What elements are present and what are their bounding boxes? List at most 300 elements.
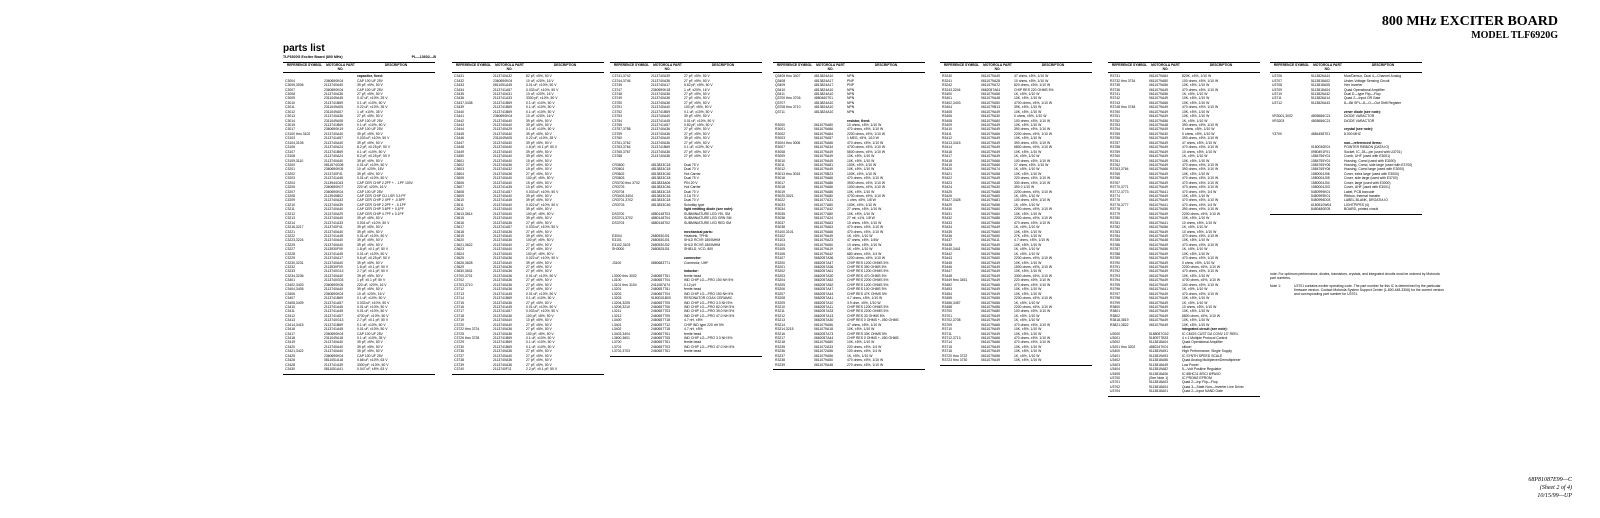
reference-symbol: C3604 — [454, 171, 464, 176]
part-description: 39 pF, ±5%, 50 V — [357, 273, 383, 278]
reference-symbol: U3704 — [1110, 389, 1120, 394]
part-description: 2200 ohms, ±5%, 1/10 W — [1014, 304, 1053, 309]
part-number: 2113740A36 — [493, 349, 512, 354]
reference-symbol: C3209 — [285, 198, 295, 203]
reference-symbol: R3218 — [775, 340, 785, 345]
group-heading: capacitor, fixed: — [357, 74, 383, 79]
part-number: 0611079A74 — [981, 167, 1000, 172]
reference-symbol: Q3410 — [775, 87, 786, 92]
part-number: 0662057A41 — [814, 296, 834, 301]
reference-symbol: C3757,3758 — [612, 127, 631, 132]
part-number: 2113741B69 — [324, 149, 343, 154]
reference-symbol: R3402,3403 — [942, 100, 961, 105]
part-number: 0611079A60 — [981, 207, 1000, 212]
part-number: 2113741A45 — [324, 327, 343, 332]
part-number: 0611079A81 — [981, 198, 1000, 203]
reference-symbol: C3737 — [454, 353, 464, 358]
part-number: 0611079A49 — [1149, 158, 1168, 163]
reference-symbol: R3443 — [942, 256, 952, 261]
part-description: NPN — [847, 96, 855, 101]
part-description: 470 ohms, ±5%, 1/10 W — [1014, 282, 1051, 287]
part-description: 1K, ±5%, 1/10 W — [1014, 251, 1040, 256]
part-description: 0.1 uF, ±10%, 50 V — [684, 145, 713, 150]
reference-symbol-header: REFERENCE SYMBOL — [455, 62, 492, 67]
column-header — [1270, 62, 1422, 73]
part-description: 470 ohms, ±5%, 1/10 W — [1182, 256, 1219, 261]
part-description: Dual 70 V — [684, 167, 699, 172]
part-number: 2113741A45 — [493, 304, 512, 309]
reference-symbol: R3796 — [1110, 287, 1120, 292]
part-description: 0 ohms, ±5%, 1/10 W — [1182, 127, 1215, 132]
part-number: 2113740A40 — [493, 202, 512, 207]
part-description: 8.2 pF, ±0.25 pF, 50 V — [357, 154, 390, 159]
part-description: 10K, ±5%, 1/10 W — [847, 340, 875, 345]
part-number: 1584765Y06 — [1311, 162, 1331, 167]
reference-symbol: C3404,3405 — [285, 287, 304, 292]
reference-symbol: R3408 — [942, 118, 952, 123]
reference-symbol: R3036 — [775, 216, 785, 221]
part-number: 0611079A49 — [981, 225, 1000, 230]
part-number: 2113740A36 — [493, 362, 512, 367]
part-number: 0611079A49 — [1149, 251, 1168, 256]
part-description: 100 pF, ±5%, 50 V — [526, 313, 554, 318]
reference-symbol: R3454 — [942, 291, 952, 296]
part-description: 6800 ohms, ±5%, 1/10 W — [1014, 145, 1053, 150]
part-description: 10K, ±5%, 1/10 W — [1014, 171, 1042, 176]
part-description: 3300 pF, ±10%, 50 V — [526, 96, 558, 101]
part-description: 10K, ±5%, 1/10 W — [847, 211, 875, 216]
part-number: 0880683T71 — [651, 260, 671, 265]
reference-symbol: R3102 — [775, 233, 785, 238]
reference-symbol: R3779 — [1110, 211, 1120, 216]
part-number: 4805656C21 — [1311, 118, 1331, 123]
part-description: 1 pF, ±0.1 pF, 50 V — [357, 278, 386, 283]
part-number: 2460657T61 — [651, 349, 671, 354]
part-description: 10 ohms, ±5%, 1/10 W — [1182, 149, 1217, 154]
reference-symbol: L3702,3703 — [612, 349, 630, 354]
reference-symbol: R3455 — [942, 296, 952, 301]
part-description: 1K, ±5%, 1/10 W — [1014, 300, 1040, 305]
reference-symbol: R3405 — [942, 109, 952, 114]
reference-symbol: C3432 — [454, 78, 464, 83]
part-description: 100 ohms, ±5%, 1/4 W — [847, 349, 882, 354]
part-description: NPN — [847, 87, 855, 92]
part-description: 390 ohms, ±5%, 1/10 W — [1014, 140, 1051, 145]
part-number: 0611079A49 — [1149, 194, 1168, 198]
part-description: 0.1 uF, ±10%, 50 V — [526, 105, 555, 110]
part-number: 2113740A36 — [493, 269, 512, 274]
reference-symbol: R3105 — [775, 247, 785, 252]
part-number: 2113741B69 — [324, 100, 343, 105]
parts-list-subtitle — [283, 55, 436, 59]
reference-symbol: R3008 — [775, 149, 785, 154]
note-1 — [1270, 284, 1446, 297]
part-description: 27 pF, ±5%, 50 V — [526, 300, 552, 305]
reference-symbol: VR3203 — [1272, 118, 1285, 123]
reference-symbol: R3755 — [1110, 131, 1120, 136]
notes-section — [1270, 272, 1446, 299]
part-description: 470 ohms, ±5%, 1/10 W — [847, 229, 884, 234]
description-header: DESCRIPTION — [874, 62, 898, 67]
part-description: Cover, UHF (used with E3001) — [1344, 185, 1390, 190]
part-description: Label, PCB barcode — [1344, 189, 1375, 194]
part-number: 0611079A56 — [981, 247, 1000, 252]
part-number: 2113741A33 — [493, 96, 512, 101]
part-number: 4884498T01 — [1311, 131, 1331, 136]
reference-symbol: C3007 — [285, 87, 295, 92]
part-number: 2113740A40 — [324, 216, 343, 221]
part-number: 0611079A49 — [981, 287, 1000, 292]
part-number: 4813824A17 — [814, 78, 834, 83]
reference-symbol: C3205 — [285, 185, 295, 190]
part-description: 27 pF, ±5%, 50 V — [526, 162, 552, 167]
reference-symbol: C3615 — [454, 216, 464, 221]
reference-symbol: R3201 — [775, 265, 785, 269]
document-number: 68P81087E99—C — [1528, 477, 1572, 483]
part-number: 0611079A56 — [981, 353, 1000, 358]
reference-symbol: R3751 — [1110, 114, 1120, 119]
part-number: 0611077A24 — [814, 216, 833, 221]
part-number: 0611079A86 — [981, 216, 1000, 221]
part-description: 39 pF, ±5%, 50 V — [357, 158, 383, 163]
part-description: 2200 ohms, ±5%, 1/10 W — [1014, 131, 1053, 136]
part-description: 0.001 uF, ±10%, 50 V — [357, 220, 390, 225]
reference-symbol: R3435 — [942, 229, 952, 234]
part-description: 1000 ohms, ±5%, 1/10 W — [847, 185, 886, 190]
part-number: 1580004J04 — [1311, 180, 1330, 185]
part-number: 0611079A49 — [814, 149, 833, 154]
part-description: 1K, ±5%, 1/10 W — [1182, 300, 1208, 305]
part-number: 4813824A10 — [814, 87, 834, 92]
part-description: 27 pF, ±5%, 50 V — [684, 154, 710, 159]
part-number: 5480999K01 — [1311, 194, 1331, 198]
reference-symbol: C3750 — [612, 100, 622, 105]
reference-symbol: C3444 — [454, 127, 464, 132]
part-description: CAP CER CHIP 2.2PF + - .1PF 100V — [357, 180, 413, 185]
part-description: High Performance, Single Supply — [1182, 349, 1232, 354]
reference-symbol: R3716 — [942, 349, 952, 354]
part-description: SUBMINIATURE LED YEL SM — [684, 211, 731, 216]
part-number: 2113740A40 — [324, 238, 343, 243]
part-number: 2113930F09 — [324, 247, 343, 252]
model-number: MODEL TLF6920G — [1471, 30, 1558, 41]
part-number: 0611079A49 — [1149, 322, 1168, 327]
reference-symbol: R3425 — [942, 189, 952, 194]
part-number: 5188057G02 — [1149, 331, 1169, 336]
part-number: 2411087A74 — [651, 282, 670, 287]
part-number: 2113740A36 — [493, 313, 512, 318]
reference-symbol: R3432 — [942, 216, 952, 221]
reference-symbol: C3410 — [285, 304, 295, 309]
reference-symbol: R3723 thru 3730 — [942, 358, 968, 363]
part-number: 2113740A40 — [493, 118, 512, 123]
part-description: 0.1 uF, ±10%, 50 V — [357, 322, 386, 327]
reference-symbol: C3738 — [454, 358, 464, 363]
part-number: 2113740A40 — [324, 83, 343, 88]
reference-symbol: R3200 — [775, 260, 785, 265]
part-description: 1K, ±5%, 1/10 W — [1014, 318, 1040, 323]
part-number: 0611079A56 — [981, 300, 1000, 305]
part-number: 0180030E01 — [1311, 145, 1331, 150]
performance-note-text: note: For optimum performance, diodes, transistors, crystals, and integrated circuits must be ordered by Motorola part numbers. — [1270, 272, 1440, 281]
part-number: 4813833C18 — [651, 167, 671, 172]
part-number: 4813833C46 — [651, 171, 671, 176]
table-row — [773, 363, 925, 367]
reference-symbol: R3795 — [1110, 282, 1120, 287]
part-number: 4813833C18 — [651, 198, 671, 203]
reference-symbol: C3008 — [285, 91, 295, 96]
part-description: 27 pF, ±5%, 50 V — [684, 127, 710, 132]
part-description: Cover, extra large (used with E3000) — [1344, 171, 1400, 176]
part-description: 10K, ±5%, 1/10 W — [1014, 136, 1042, 141]
part-description: 270 ohms, ±5%, 1/10 W — [847, 362, 884, 367]
part-number: 0662057A73 — [814, 331, 834, 336]
reference-symbol: C3436 — [454, 96, 464, 101]
description-header: DESCRIPTION — [1041, 62, 1065, 67]
part-number: 4813833A06 — [651, 180, 671, 185]
part-number: 2113740A36 — [651, 127, 670, 132]
part-number: 0611079A80 — [981, 309, 1000, 314]
part-description: 1K, ±5%, 1/10 W — [1014, 194, 1040, 198]
part-number: 0611079A49 — [1149, 136, 1168, 141]
reference-symbol: C3729 — [454, 340, 464, 345]
part-description: 0.022 uF, ±10%, 50 V — [526, 202, 559, 207]
part-number: 0611079A49 — [1149, 242, 1168, 247]
part-number: 0662057A52 — [814, 278, 834, 283]
group-heading: integrated circuit (see note): — [1182, 327, 1228, 332]
reference-symbol: R3243,3244 — [942, 87, 961, 92]
reference-symbol: CR3704 — [612, 189, 625, 194]
part-description: 0.01 uF, ±10%, 50 V — [357, 176, 388, 181]
part-description: 1K, ±5%, 1/10 W — [1014, 91, 1040, 96]
part-number: 2113740A40 — [324, 229, 343, 234]
part-description: Quad Analog Multiplexer/Demultiplexer — [1182, 358, 1241, 363]
part-description: CAP CER CHIP CLI LSR 3.3 PF — [357, 194, 406, 198]
part-description: 0.22 uF, ±10%, 35 V — [526, 136, 557, 141]
reference-symbol: R3010 — [775, 158, 785, 163]
part-description: Hot Carrier — [684, 171, 701, 176]
reference-symbol: L3403,3404 — [612, 331, 630, 336]
part-number: 0611079A49 — [981, 74, 1000, 79]
part-number: 2113740A40 — [493, 176, 512, 181]
part-number: 2113741A35 — [493, 185, 512, 190]
reference-symbol: Q3408 — [775, 78, 786, 83]
reference-symbol: R3212 — [775, 313, 785, 318]
part-number: 0662057A33 — [814, 309, 834, 314]
reference-symbol: C3616 — [454, 220, 464, 225]
reference-symbol: R3007 — [775, 145, 785, 150]
part-description: 390 ohms, ±5%, 1/10 W — [1182, 136, 1219, 141]
reference-symbol: C3100 thru 3102 — [285, 131, 311, 136]
part-description: 10 uF, ±20%, 16V — [357, 167, 384, 172]
part-number: 0662057A44 — [814, 336, 834, 340]
part-number: 0611079A49 — [1149, 114, 1168, 119]
part-description: Dual 75 V — [684, 176, 699, 181]
reference-symbol: C3106 — [285, 145, 295, 150]
part-description: 470 ohms, ±5%, 1/10 W — [1182, 185, 1219, 190]
reference-symbol: C3450 — [454, 154, 464, 159]
part-description: 10K, ±5%, 1/10 W — [1182, 194, 1210, 198]
reference-symbol: C3421,3422 — [285, 349, 304, 354]
part-number: 2113740A40 — [493, 233, 512, 238]
part-number: 2113741A45 — [324, 251, 343, 256]
part-description: CHIP RES 1200 OHMS 5% — [847, 304, 889, 309]
reference-symbol: R3238 — [775, 358, 785, 363]
part-number: 2460657T03 — [651, 344, 671, 349]
reference-symbol: R3411 — [942, 131, 952, 136]
reference-symbol: L3212 — [612, 313, 622, 318]
part-number: 0611079A49 — [814, 233, 833, 238]
part-number: 5113818A03 — [1149, 380, 1168, 385]
part-description: 39 pF, ±5%, 50 V — [357, 229, 383, 234]
part-number: 0611079A34 — [814, 145, 833, 150]
part-description: 10 pF, ±5%, 50 V — [526, 318, 552, 323]
part-number: 2113740A40 — [651, 105, 670, 110]
parts-column — [610, 62, 762, 357]
reference-symbol: R3214,3215 — [775, 327, 794, 332]
reference-symbol: C3207 — [285, 189, 295, 194]
part-number: 0611079A49 — [981, 140, 1000, 145]
part-number: 2113740A36 — [493, 278, 512, 283]
reference-symbol: R3750 — [1110, 109, 1120, 114]
part-number: 0611079A41 — [1149, 189, 1168, 194]
part-description: BOARD, printed circuit — [1344, 207, 1379, 212]
part-number: 0611079A49 — [981, 109, 1000, 114]
part-number: 0611079A49 — [1149, 127, 1168, 132]
reference-symbol: R3752 — [1110, 118, 1120, 123]
part-number: 0611079A49 — [981, 123, 1000, 127]
part-description: 10K, ±5%, 1/10 W — [1182, 251, 1210, 256]
parts-column — [1270, 62, 1422, 215]
reference-symbol: C3720 — [454, 322, 464, 327]
part-number: 2113740A36 — [651, 154, 670, 159]
reference-symbol: L3101 thru 3104 — [612, 282, 637, 287]
part-number: 4813833C18 — [651, 189, 671, 194]
reference-symbol: C3208 — [285, 194, 295, 198]
reference-symbol: R3446 — [942, 265, 952, 269]
part-number: 4813824A10 — [814, 109, 834, 114]
part-description: 1K, ±5%, 1/10 W — [1014, 247, 1040, 252]
part-number: 0811574G08 — [324, 162, 344, 167]
reference-symbol: R3783 — [1110, 229, 1120, 234]
reference-symbol: R3020,3021 — [775, 194, 794, 198]
part-number: 2460657T05 — [651, 313, 671, 318]
reference-symbol: R3802 — [1110, 313, 1120, 318]
reference-symbol: R3715 — [942, 344, 952, 349]
reference-symbol: R3209 — [775, 300, 785, 305]
reference-symbol: C3435 — [454, 91, 464, 96]
part-description: 27 pF, ±5%, 50 V — [526, 229, 552, 234]
reference-symbol: R3700 — [942, 309, 952, 314]
reference-symbol: R3780 — [1110, 216, 1120, 221]
reference-symbol: R3748 thru 3748 — [1110, 105, 1136, 110]
part-number: 2113740A40 — [493, 154, 512, 159]
reference-symbol: C3722 thru 3724 — [454, 327, 480, 332]
reference-symbol: R3437 — [942, 238, 952, 243]
reference-symbol: R3216 — [775, 331, 785, 336]
part-number: 0611079A49 — [981, 313, 1000, 318]
part-number: 2113740A36 — [651, 100, 670, 105]
reference-symbol: C3441 — [454, 114, 464, 119]
part-description: 1 MEG, ±5%, 1/10 W — [847, 136, 879, 141]
reference-symbol: C3700,3701 — [454, 273, 473, 278]
part-number: 0611079A49 — [1149, 273, 1168, 278]
part-description: 100K, ±5%, 1/10 W — [847, 171, 877, 176]
column-end-rule — [452, 372, 604, 375]
part-description: POINTER RIBBON (DATA IO) — [1344, 145, 1390, 150]
part-description: PNP — [847, 83, 854, 88]
part-description: 1K, ±5%, 1/10 W — [1182, 118, 1208, 123]
description-header: DESCRIPTION — [384, 62, 408, 67]
part-description: 10K, ±5%, 1/10 W — [1182, 114, 1210, 119]
reference-symbol: C3449 — [454, 149, 464, 154]
part-number: 4813824A10 — [814, 105, 834, 110]
reference-symbol: R3419 — [942, 162, 952, 167]
part-description: 2200 ohms, ±5%, 1/10 W — [1014, 216, 1053, 221]
part-description: 0.12 µH — [684, 282, 696, 287]
part-number: 2113740A40 — [493, 145, 512, 150]
reference-symbol: R3426 — [942, 194, 952, 198]
reference-symbol: J3100 — [612, 260, 622, 265]
part-description: 100 pF, ±5%, 50 V — [526, 331, 554, 336]
part-description: 6800 ohms, ±5%, 1/10 W — [1182, 313, 1221, 318]
reference-symbol: R3767 — [1110, 180, 1120, 185]
part-description: 39 pF, ±5%, 50 V — [526, 131, 552, 136]
part-number: 2113740A40 — [493, 180, 512, 185]
part-description: 0.68 uF, ±10%, 63 V — [357, 358, 388, 363]
reference-symbol: C3763,3764 — [612, 145, 631, 150]
part-description: 100 ohms, ±5%, 1/10 W — [1014, 198, 1051, 203]
part-description: 39 pF, ±5%, 50 V — [357, 83, 383, 88]
reference-symbol: C3754 — [612, 118, 622, 123]
part-description: 100 ohms, ±5%, 1/10 W — [1014, 158, 1051, 163]
part-number: 2113740A40 — [493, 140, 512, 145]
part-number: 2360690K04 — [324, 331, 344, 336]
part-description: LIGHTPIPES (4) — [1344, 202, 1370, 207]
reference-symbol: R3003 — [775, 136, 785, 141]
reference-symbol: C3440 — [454, 109, 464, 114]
reference-symbol: R3794 — [1110, 278, 1120, 283]
reference-symbol: R3242 — [942, 83, 952, 88]
reference-symbol: C3425 — [285, 353, 295, 358]
part-description: 470 ohms, ±5%, 1/10 W — [1014, 220, 1051, 225]
reference-symbol: R3792 — [1110, 269, 1120, 274]
part-description: 3.9 ohm, ±5%, 1/10 W — [847, 300, 881, 305]
reference-symbol: L3600,3601 — [612, 336, 630, 340]
reference-symbol: C3607 — [454, 185, 464, 190]
part-number: 0611079A49 — [981, 273, 1000, 278]
part-number: 2113741B69 — [651, 145, 670, 150]
reference-symbol: R3019 — [775, 189, 785, 194]
part-description: CHIP RES 33K OHMS 5% — [847, 331, 887, 336]
part-number: 0611079A60 — [981, 229, 1000, 234]
group-heading: non—referenced items: — [1344, 140, 1382, 145]
reference-symbol: C3619 — [454, 233, 464, 238]
reference-symbol: CR3701,3702 — [612, 198, 633, 203]
part-description: 0.033 uF, ±10%, 50 V — [357, 300, 390, 305]
part-description: 470 ohms, ±5%, 1/10 W — [1182, 180, 1219, 185]
part-description: 470 ohms, ±5%, 1/10 W — [1014, 340, 1051, 345]
part-description: Dual 75 V — [684, 162, 699, 167]
reference-symbol: C3202 — [285, 171, 295, 176]
part-description: 4700 ohms, ±5%, 1/10 W — [847, 194, 886, 198]
reference-symbol-header: REFERENCE SYMBOL — [943, 62, 980, 67]
part-description: 470 ohms, ±5%, 1/10 W — [1014, 336, 1051, 340]
reference-symbol: C3216,3217 — [285, 225, 304, 230]
reference-symbol: C3443 — [454, 123, 464, 127]
reference-symbol: C3442 — [454, 118, 464, 123]
part-number: 0611079B13 — [981, 105, 1000, 110]
